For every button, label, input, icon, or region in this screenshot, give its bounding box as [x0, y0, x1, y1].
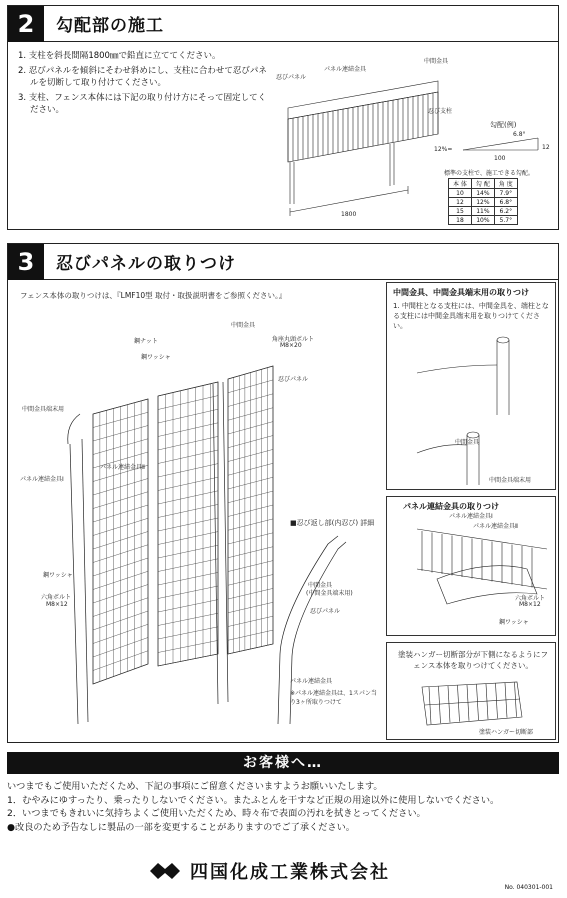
- slope-table: [448, 178, 518, 225]
- table-cell: 12: [449, 198, 472, 207]
- slope-pct: 12%=: [434, 146, 453, 153]
- side2-label-4: 鋼ワッシャ: [499, 619, 529, 626]
- notice-line: 1．むやみにゆすったり、乗ったりしないでください。またふとんを干すなど正規の用途以外に使用しないでください。: [7, 794, 500, 806]
- connector-drawing: [407, 519, 552, 634]
- side2-label-3: 六角ボルト: [515, 595, 546, 602]
- table-cell: 7.9°: [494, 189, 517, 198]
- customer-notice-title: お客様へ…: [7, 752, 559, 774]
- label-end-fitting: 中間金具端末用: [22, 406, 65, 413]
- label-middle-fitting: 中間金具: [424, 58, 449, 65]
- label-shinobi-panel: 忍びパネル: [276, 74, 307, 81]
- section-header: [8, 6, 558, 42]
- table-cell: 12%: [471, 198, 494, 207]
- side2-label-3-size: M8×12: [519, 601, 541, 608]
- hanger-drawing: [417, 677, 527, 732]
- company-logo: [148, 858, 390, 884]
- label-return-section: ■忍び返し部(内忍び) 詳細: [290, 519, 375, 527]
- slope-title: 勾配(例): [490, 121, 517, 129]
- step-item: 2. 忍びパネルを傾斜にそわせ斜めにし、支柱に合わせて忍びパネルを切断して取り付けてください。: [18, 66, 267, 88]
- label-hex-bolt-size: M8×12: [46, 601, 68, 608]
- label-panel-connector: パネル連結金具: [290, 678, 333, 685]
- slope-rise: 12: [542, 144, 550, 151]
- section-number: 3: [8, 244, 44, 280]
- table-cell: 10: [449, 189, 472, 198]
- label-panel-connector: パネル連結金具: [324, 66, 367, 73]
- section-number: 2: [8, 6, 44, 42]
- section-panel-installation: [7, 243, 559, 743]
- table-row: [449, 198, 518, 207]
- section-intro: フェンス本体の取りつけは、『LMF10型 取付・取扱説明書をご参照ください。』: [20, 291, 287, 300]
- side-panel-text: 1. 中間柱となる支柱には、中間金具を、端柱となる支柱には中間金具端末用を取りつけてください。: [393, 302, 549, 330]
- side1-label-a: 中間金具: [455, 439, 480, 446]
- company-mark-icon: [148, 861, 182, 881]
- side-panel-title: 中間金具、中間金具端末用の取りつけ: [393, 288, 529, 297]
- side-panel-connector: [386, 496, 556, 636]
- side-panel-text: 塗装ハンガー切断部分が下側になるようにフェンス本体を取りつけてください。: [398, 650, 548, 670]
- table-cell: 10%: [471, 216, 494, 225]
- label-shinobi-panel: 忍びパネル: [278, 376, 309, 383]
- side2-label-2: パネル連結金具Ⅱ: [473, 523, 518, 530]
- side-panel-hanger: [386, 642, 556, 740]
- mesh-line: [515, 683, 517, 717]
- mesh-line: [429, 687, 431, 724]
- table-row: [449, 207, 518, 216]
- label-middle-fitting-end-sub: (中間金具端末用): [306, 590, 353, 597]
- table-header: 本 体: [449, 179, 472, 189]
- table-row: [449, 216, 518, 225]
- section-slope-installation: [7, 5, 559, 230]
- table-cell: 14%: [471, 189, 494, 198]
- step-list: [18, 50, 268, 119]
- label-span: 1800: [341, 211, 357, 218]
- label-panel-connector-1: パネル連結金具Ⅰ: [20, 476, 64, 483]
- side-panel-title: パネル連結金具の取りつけ: [403, 502, 499, 511]
- label-panel-connector-2: パネル連結金具Ⅱ: [100, 464, 145, 471]
- table-caption: 標準の支柱で、施工できる勾配。: [444, 170, 534, 177]
- table-cell: 11%: [471, 207, 494, 216]
- label-middle-fitting: 中間金具: [231, 322, 256, 329]
- mesh-line: [448, 686, 450, 722]
- side2-label-1: パネル連結金具Ⅰ: [449, 513, 493, 520]
- label-square-bolt: 角座丸頭ボルト: [272, 336, 315, 343]
- table-header: 勾 配: [471, 179, 494, 189]
- notice-line: ●改良のため予告なしに製品の一部を変更することがありますのでご了承ください。: [7, 821, 355, 833]
- middle-fitting-drawing: [397, 335, 547, 485]
- side1-label-b: 中間金具端末用: [489, 477, 532, 484]
- label-square-bolt-size: M8×20: [280, 342, 302, 349]
- mesh-line: [486, 684, 488, 719]
- label-washer-2: 鋼ワッシャ: [43, 572, 73, 579]
- notice-line: 2．いつまでもきれいに気持ちよくご使用いただくため、時々布で表面の汚れを拭きとってください。: [7, 808, 426, 819]
- mesh-line: [496, 684, 498, 719]
- section-header: [8, 244, 558, 280]
- table-cell: 6.2°: [494, 207, 517, 216]
- label-hex-bolt: 六角ボルト: [41, 594, 72, 601]
- section-title: 忍びパネルの取りつけ: [56, 254, 236, 274]
- document-number: No. 040301-001: [504, 884, 553, 891]
- section-title: 勾配部の施工: [56, 16, 164, 36]
- slope-run: 100: [494, 155, 506, 162]
- table-cell: 18: [449, 216, 472, 225]
- label-shinobi-panel-2: 忍びパネル: [310, 608, 341, 615]
- slope-deg: 6.8°: [513, 131, 526, 138]
- side-panel-middle-fitting: [386, 282, 556, 490]
- mesh-line: [458, 686, 460, 722]
- label-nut: 鋼ナット: [134, 338, 158, 345]
- notice-line: いつまでもご使用いただくため、下記の事項にご留意くださいますようお願いいたします。: [7, 781, 383, 792]
- label-washer: 鋼ワッシャ: [141, 354, 171, 361]
- mesh-line: [477, 685, 479, 721]
- table-cell: 15: [449, 207, 472, 216]
- side3-label: 塗装ハンガー切断部: [479, 729, 534, 736]
- label-shinobi-post: 忍び支柱: [428, 108, 453, 115]
- label-note: ※パネル連結金具は、1スパン当り3ヶ所取りつけて: [290, 690, 377, 706]
- table-cell: 6.8°: [494, 198, 517, 207]
- table-cell: 5.7°: [494, 216, 517, 225]
- mesh-line: [439, 687, 441, 724]
- customer-notice-body: [7, 780, 559, 834]
- company-name: 四国化成工業株式会社: [190, 862, 390, 883]
- step-item: 3. 支柱、フェンス本体には下記の取り付け方にそって固定してください。: [18, 93, 267, 115]
- mesh-line: [467, 685, 469, 721]
- table-row: [449, 189, 518, 198]
- mesh-line: [505, 683, 507, 718]
- table-header: 角 度: [494, 179, 517, 189]
- label-middle-fitting-end: 中間金具: [308, 582, 333, 589]
- step-item: 1. 支柱を斜長間隔1800㎜で鉛直に立ててください。: [18, 51, 221, 61]
